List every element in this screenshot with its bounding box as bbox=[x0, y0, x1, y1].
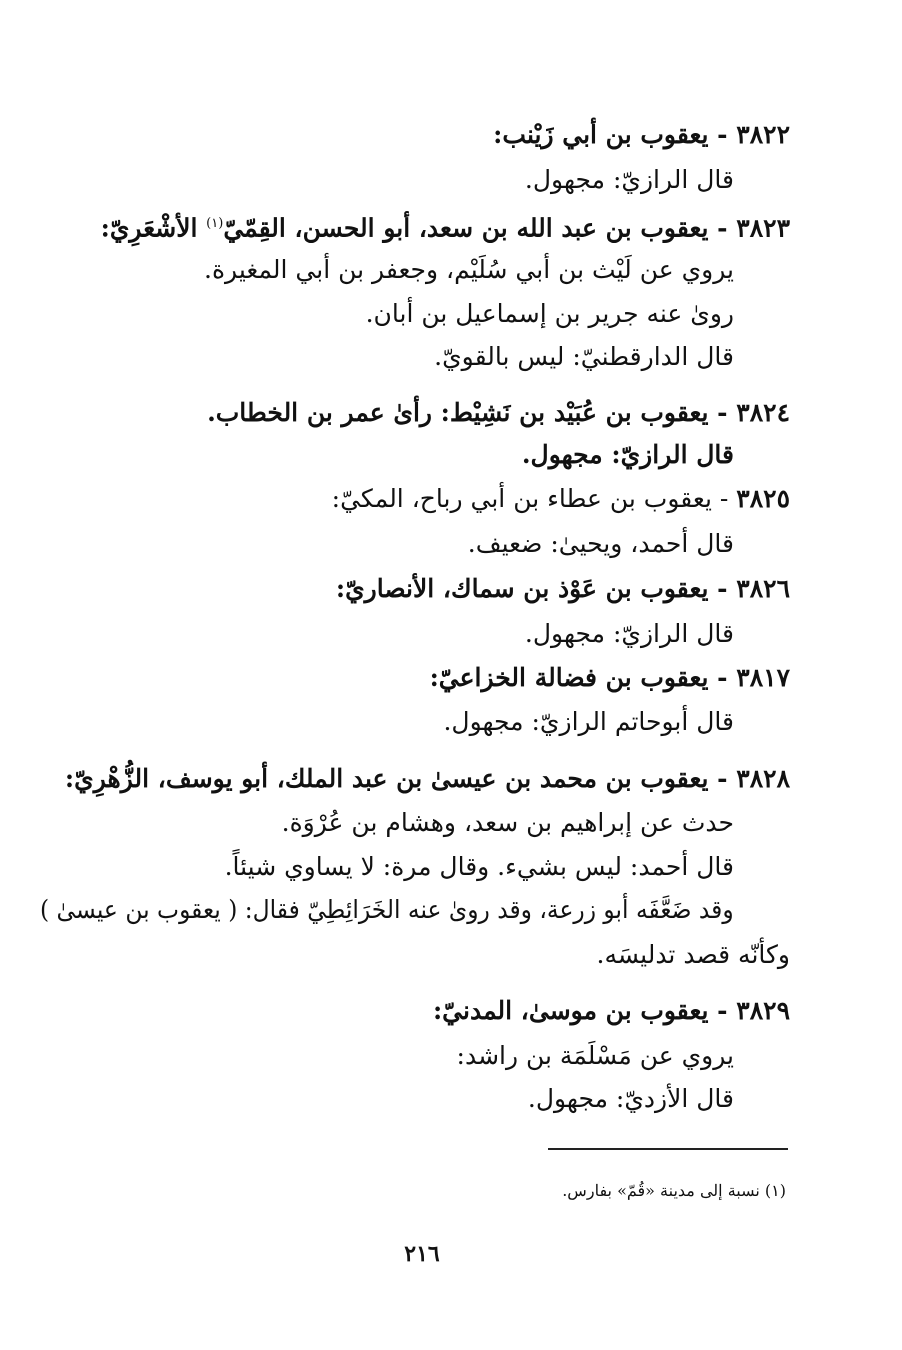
entry-title: - يعقوب بن عبد الله بن سعد، أبو الحسن، القِمّيّ bbox=[223, 213, 728, 243]
entry-title: - يعقوب بن عُبَيْد بن نَشِيْط: رأىٰ عمر بن الخطاب. bbox=[207, 398, 728, 427]
entry-number: ٣٨١٧ bbox=[736, 663, 790, 692]
entry-number: ٣٨٢٣ bbox=[736, 213, 790, 243]
entry-3823-line-1: يروي عن لَيْث بن أبي سُلَيْم، وجعفر بن أبي المغيرة. bbox=[204, 255, 734, 284]
entry-3829-line-2: قال الأزديّ: مجهول. bbox=[527, 1084, 734, 1113]
entry-3822-line-1: قال الرازيّ: مجهول. bbox=[524, 165, 734, 194]
entry-3828-line-3: وقد ضَعَّفَه أبو زرعة، وقد روىٰ عنه الخَرَائِطِيّ فقال: ( يعقوب بن عيسىٰ ) bbox=[40, 895, 734, 924]
footnote-divider bbox=[548, 1148, 788, 1150]
entry-number: ٣٨٢٢ bbox=[736, 120, 790, 149]
entry-title: - يعقوب بن عطاء بن أبي رباح، المكيّ: bbox=[331, 484, 729, 513]
entry-number: ٣٨٢٨ bbox=[736, 764, 790, 793]
entry-3823-line-2: روىٰ عنه جرير بن إسماعيل بن أبان. bbox=[365, 299, 734, 328]
entry-3823-line-3: قال الدارقطنيّ: ليس بالقويّ. bbox=[434, 342, 734, 371]
entry-3828-heading bbox=[65, 762, 790, 796]
entry-3817-line-1: قال أبوحاتم الرازيّ: مجهول. bbox=[443, 707, 734, 736]
entry-3823-heading bbox=[101, 207, 790, 245]
entry-3825-heading bbox=[332, 482, 790, 516]
entry-title: - يعقوب بن محمد بن عيسىٰ بن عبد الملك، أبو يوسف، الزُّهْرِيّ: bbox=[64, 764, 728, 793]
entry-3829-heading bbox=[433, 994, 790, 1028]
entry-title: - يعقوب بن أبي زَيْنب: bbox=[493, 120, 728, 149]
entry-title: - يعقوب بن فضالة الخزاعيّ: bbox=[429, 663, 728, 692]
footnote: (١) نسبة إلى مدينة «قُمّ» بفارس. bbox=[562, 1181, 786, 1200]
entry-3824-heading bbox=[207, 396, 790, 430]
entry-title: - يعقوب بن موسىٰ، المدنيّ: bbox=[432, 996, 728, 1025]
entry-3828-line-1: حدث عن إبراهيم بن سعد، وهشام بن عُرْوَة. bbox=[281, 808, 734, 837]
page-number: ٢١٦ bbox=[404, 1241, 440, 1267]
entry-3828-line-4: وكأنّه قصد تدليسَه. bbox=[596, 940, 790, 969]
entry-3826-line-1: قال الرازيّ: مجهول. bbox=[524, 619, 734, 648]
entry-3828-line-2: قال أحمد: ليس بشيء. وقال مرة: لا يساوي شيئاً. bbox=[224, 852, 734, 881]
entry-3826-heading bbox=[336, 572, 790, 606]
entry-number: ٣٨٢٩ bbox=[736, 996, 790, 1025]
entry-3825-line-1: قال أحمد، ويحيىٰ: ضعيف. bbox=[467, 529, 734, 558]
entry-title: - يعقوب بن عَوْذ بن سماك، الأنصاريّ: bbox=[335, 574, 728, 603]
entry-3829-line-1: يروي عن مَسْلَمَة بن راشد: bbox=[456, 1041, 734, 1070]
entry-3817-heading bbox=[430, 661, 790, 695]
entry-title-cont: الأشْعَرِيّ: bbox=[100, 213, 198, 243]
entry-number: ٣٨٢٦ bbox=[736, 574, 790, 603]
entry-number: ٣٨٢٤ bbox=[736, 398, 790, 427]
entry-3822-heading bbox=[493, 118, 790, 152]
footnote-marker: (١) bbox=[206, 216, 224, 231]
entry-number: ٣٨٢٥ bbox=[736, 484, 790, 513]
entry-3824-line-1: قال الرازيّ: مجهول. bbox=[521, 440, 734, 469]
